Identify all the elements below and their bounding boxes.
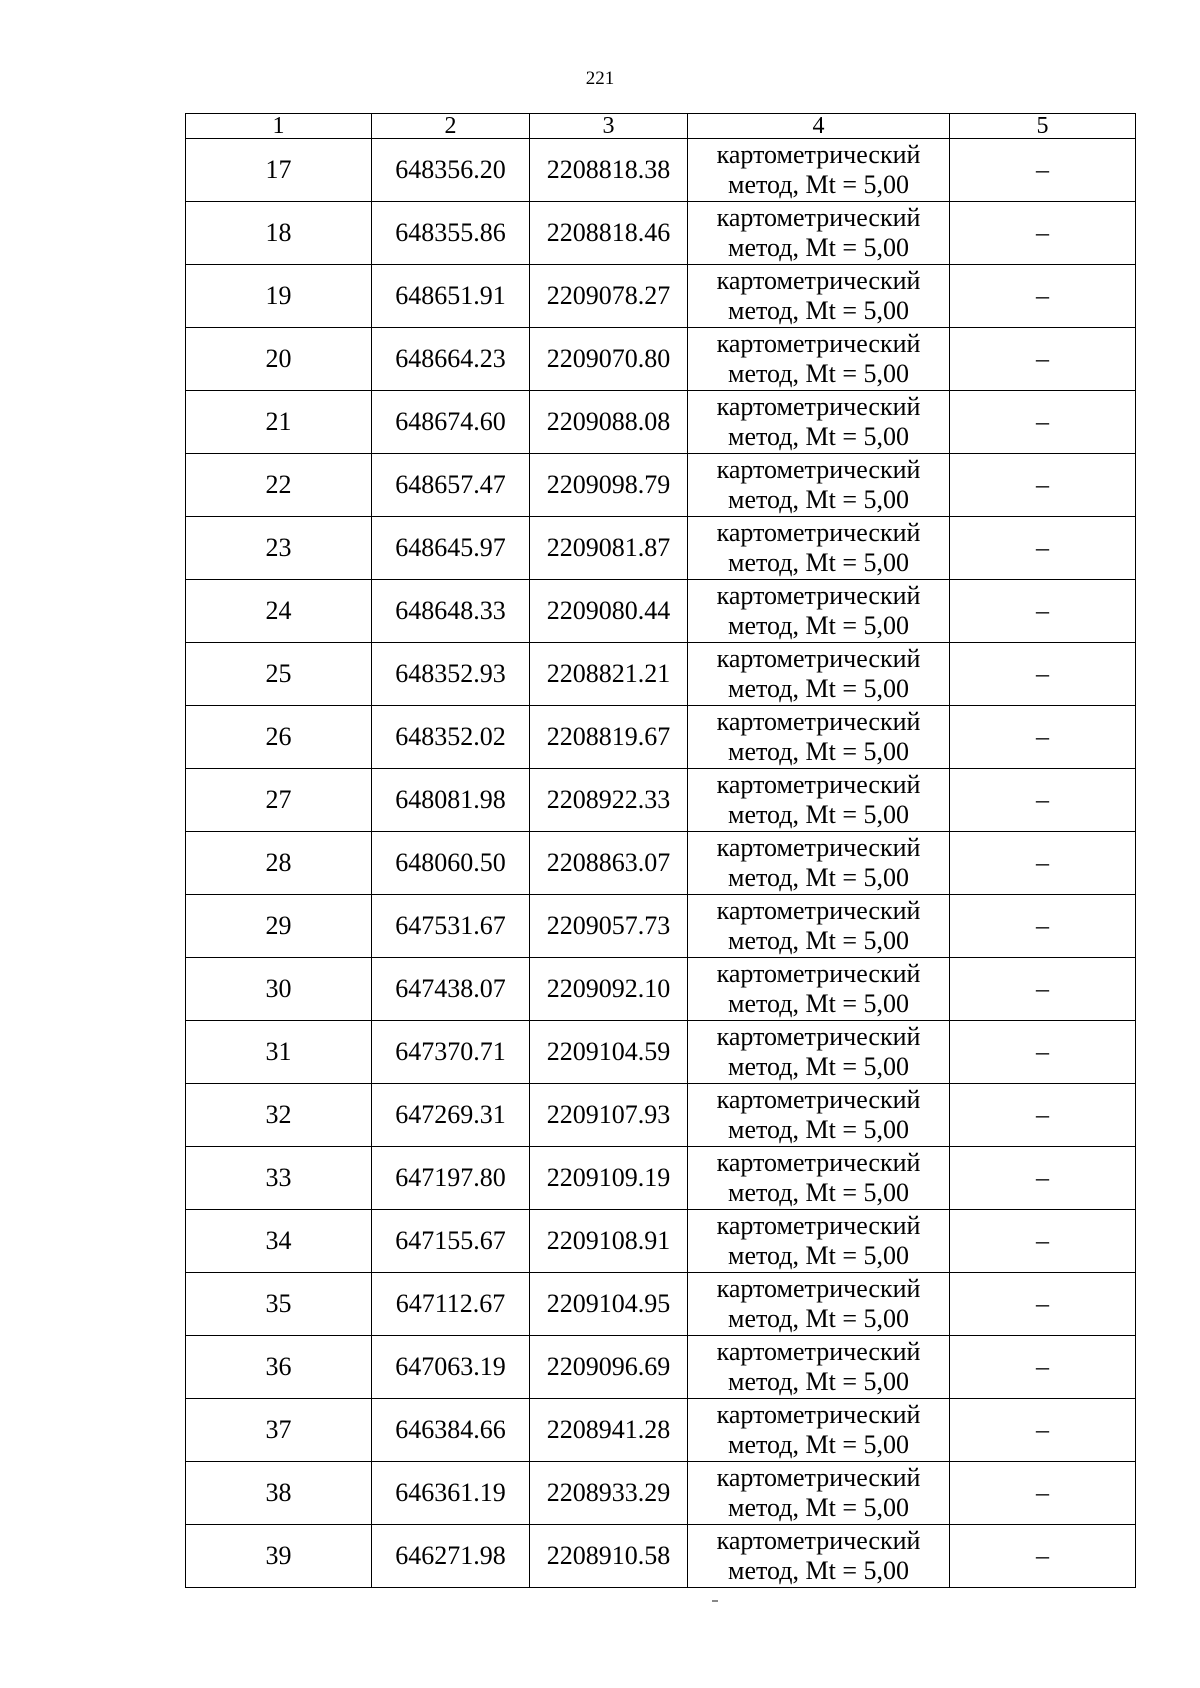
- coordinates-table: [185, 113, 1136, 1588]
- method-line-2: метод, Mt = 5,00: [728, 1241, 909, 1270]
- y-coordinate-cell: 2208922.33: [530, 769, 688, 832]
- point-number-cell: 20: [186, 328, 372, 391]
- method-line-2: метод, Mt = 5,00: [728, 800, 909, 829]
- method-line-1: картометрический: [716, 1022, 921, 1051]
- table-body: [186, 139, 1136, 1588]
- method-cell: [688, 1147, 950, 1210]
- x-coordinate-cell: 648648.33: [372, 580, 530, 643]
- x-coordinate-cell: 647155.67: [372, 1210, 530, 1273]
- y-coordinate-cell: 2209081.87: [530, 517, 688, 580]
- point-number-cell: 39: [186, 1525, 372, 1588]
- method-line-1: картометрический: [716, 644, 921, 673]
- method-cell: [688, 832, 950, 895]
- note-cell: –: [950, 958, 1136, 1021]
- method-line-1: картометрический: [716, 1148, 921, 1177]
- method-line-1: картометрический: [716, 518, 921, 547]
- note-cell: –: [950, 1462, 1136, 1525]
- y-coordinate-cell: 2208821.21: [530, 643, 688, 706]
- method-line-1: картометрический: [716, 266, 921, 295]
- note-cell: –: [950, 1210, 1136, 1273]
- x-coordinate-cell: 646271.98: [372, 1525, 530, 1588]
- method-cell: [688, 391, 950, 454]
- method-line-1: картометрический: [716, 1274, 921, 1303]
- method-line-1: картометрический: [716, 392, 921, 421]
- method-line-2: метод, Mt = 5,00: [728, 359, 909, 388]
- point-number-cell: 17: [186, 139, 372, 202]
- point-number-cell: 26: [186, 706, 372, 769]
- note-cell: –: [950, 1084, 1136, 1147]
- x-coordinate-cell: 648355.86: [372, 202, 530, 265]
- method-line-1: картометрический: [716, 959, 921, 988]
- note-cell: –: [950, 1273, 1136, 1336]
- y-coordinate-cell: 2208818.38: [530, 139, 688, 202]
- method-line-2: метод, Mt = 5,00: [728, 989, 909, 1018]
- method-line-2: метод, Mt = 5,00: [728, 485, 909, 514]
- method-line-1: картометрический: [716, 833, 921, 862]
- method-line-2: метод, Mt = 5,00: [728, 422, 909, 451]
- y-coordinate-cell: 2209088.08: [530, 391, 688, 454]
- method-line-2: метод, Mt = 5,00: [728, 548, 909, 577]
- table-row: [186, 706, 1136, 769]
- header-col-5: 5: [950, 114, 1136, 139]
- method-line-1: картометрический: [716, 203, 921, 232]
- method-line-1: картометрический: [716, 1400, 921, 1429]
- point-number-cell: 30: [186, 958, 372, 1021]
- method-line-1: картометрический: [716, 140, 921, 169]
- table-row: [186, 832, 1136, 895]
- scan-artifact-mark: [712, 1600, 718, 1602]
- method-line-1: картометрический: [716, 329, 921, 358]
- note-cell: –: [950, 391, 1136, 454]
- note-cell: –: [950, 265, 1136, 328]
- method-line-2: метод, Mt = 5,00: [728, 611, 909, 640]
- method-line-1: картометрический: [716, 1463, 921, 1492]
- method-line-1: картометрический: [716, 1526, 921, 1555]
- table-row: [186, 1084, 1136, 1147]
- table-row: [186, 1462, 1136, 1525]
- method-cell: [688, 958, 950, 1021]
- point-number-cell: 27: [186, 769, 372, 832]
- method-cell: [688, 580, 950, 643]
- note-cell: –: [950, 517, 1136, 580]
- table-row: [186, 1525, 1136, 1588]
- x-coordinate-cell: 647112.67: [372, 1273, 530, 1336]
- table-row: [186, 1273, 1136, 1336]
- method-line-1: картометрический: [716, 707, 921, 736]
- note-cell: –: [950, 202, 1136, 265]
- method-cell: [688, 1462, 950, 1525]
- note-cell: –: [950, 1147, 1136, 1210]
- y-coordinate-cell: 2209098.79: [530, 454, 688, 517]
- note-cell: –: [950, 832, 1136, 895]
- method-cell: [688, 517, 950, 580]
- table-row: [186, 643, 1136, 706]
- note-cell: –: [950, 1021, 1136, 1084]
- y-coordinate-cell: 2209104.59: [530, 1021, 688, 1084]
- note-cell: –: [950, 328, 1136, 391]
- method-cell: [688, 1210, 950, 1273]
- method-line-2: метод, Mt = 5,00: [728, 1052, 909, 1081]
- y-coordinate-cell: 2209107.93: [530, 1084, 688, 1147]
- x-coordinate-cell: 648081.98: [372, 769, 530, 832]
- header-col-1: 1: [186, 114, 372, 139]
- method-line-1: картометрический: [716, 455, 921, 484]
- y-coordinate-cell: 2209104.95: [530, 1273, 688, 1336]
- method-line-1: картометрический: [716, 581, 921, 610]
- point-number-cell: 38: [186, 1462, 372, 1525]
- point-number-cell: 28: [186, 832, 372, 895]
- x-coordinate-cell: 648674.60: [372, 391, 530, 454]
- table-row: [186, 328, 1136, 391]
- x-coordinate-cell: 647531.67: [372, 895, 530, 958]
- method-line-2: метод, Mt = 5,00: [728, 1556, 909, 1585]
- header-col-4: 4: [688, 114, 950, 139]
- note-cell: –: [950, 643, 1136, 706]
- note-cell: –: [950, 769, 1136, 832]
- x-coordinate-cell: 648356.20: [372, 139, 530, 202]
- table-row: [186, 202, 1136, 265]
- method-cell: [688, 1399, 950, 1462]
- x-coordinate-cell: 646384.66: [372, 1399, 530, 1462]
- method-line-2: метод, Mt = 5,00: [728, 1367, 909, 1396]
- method-line-1: картометрический: [716, 896, 921, 925]
- x-coordinate-cell: 647370.71: [372, 1021, 530, 1084]
- table-header: [186, 114, 1136, 139]
- table-row: [186, 1021, 1136, 1084]
- header-col-3: 3: [530, 114, 688, 139]
- method-line-2: метод, Mt = 5,00: [728, 737, 909, 766]
- method-line-1: картометрический: [716, 770, 921, 799]
- method-line-2: метод, Mt = 5,00: [728, 1304, 909, 1333]
- method-cell: [688, 1273, 950, 1336]
- method-cell: [688, 706, 950, 769]
- x-coordinate-cell: 646361.19: [372, 1462, 530, 1525]
- point-number-cell: 19: [186, 265, 372, 328]
- coordinates-table-container: [185, 113, 1135, 1588]
- method-cell: [688, 769, 950, 832]
- method-cell: [688, 1084, 950, 1147]
- table-row: [186, 895, 1136, 958]
- table-row: [186, 391, 1136, 454]
- method-line-2: метод, Mt = 5,00: [728, 1178, 909, 1207]
- method-line-2: метод, Mt = 5,00: [728, 1115, 909, 1144]
- point-number-cell: 22: [186, 454, 372, 517]
- page-number: 221: [585, 68, 615, 89]
- note-cell: –: [950, 1336, 1136, 1399]
- note-cell: –: [950, 454, 1136, 517]
- table-row: [186, 1336, 1136, 1399]
- y-coordinate-cell: 2208933.29: [530, 1462, 688, 1525]
- method-cell: [688, 139, 950, 202]
- x-coordinate-cell: 648645.97: [372, 517, 530, 580]
- method-line-1: картометрический: [716, 1337, 921, 1366]
- note-cell: –: [950, 895, 1136, 958]
- x-coordinate-cell: 648651.91: [372, 265, 530, 328]
- method-cell: [688, 643, 950, 706]
- table-row: [186, 769, 1136, 832]
- method-cell: [688, 895, 950, 958]
- y-coordinate-cell: 2208818.46: [530, 202, 688, 265]
- method-line-2: метод, Mt = 5,00: [728, 674, 909, 703]
- method-cell: [688, 1336, 950, 1399]
- table-row: [186, 580, 1136, 643]
- point-number-cell: 25: [186, 643, 372, 706]
- point-number-cell: 35: [186, 1273, 372, 1336]
- y-coordinate-cell: 2209078.27: [530, 265, 688, 328]
- x-coordinate-cell: 647197.80: [372, 1147, 530, 1210]
- method-line-2: метод, Mt = 5,00: [728, 926, 909, 955]
- point-number-cell: 34: [186, 1210, 372, 1273]
- point-number-cell: 32: [186, 1084, 372, 1147]
- y-coordinate-cell: 2209070.80: [530, 328, 688, 391]
- point-number-cell: 36: [186, 1336, 372, 1399]
- y-coordinate-cell: 2209092.10: [530, 958, 688, 1021]
- x-coordinate-cell: 648352.02: [372, 706, 530, 769]
- table-row: [186, 1147, 1136, 1210]
- point-number-cell: 18: [186, 202, 372, 265]
- y-coordinate-cell: 2208819.67: [530, 706, 688, 769]
- x-coordinate-cell: 647269.31: [372, 1084, 530, 1147]
- method-cell: [688, 1021, 950, 1084]
- y-coordinate-cell: 2208941.28: [530, 1399, 688, 1462]
- point-number-cell: 29: [186, 895, 372, 958]
- note-cell: –: [950, 706, 1136, 769]
- point-number-cell: 24: [186, 580, 372, 643]
- method-line-2: метод, Mt = 5,00: [728, 170, 909, 199]
- method-line-2: метод, Mt = 5,00: [728, 1430, 909, 1459]
- x-coordinate-cell: 648664.23: [372, 328, 530, 391]
- point-number-cell: 33: [186, 1147, 372, 1210]
- table-row: [186, 958, 1136, 1021]
- x-coordinate-cell: 648060.50: [372, 832, 530, 895]
- method-line-2: метод, Mt = 5,00: [728, 233, 909, 262]
- method-line-2: метод, Mt = 5,00: [728, 1493, 909, 1522]
- method-line-1: картометрический: [716, 1085, 921, 1114]
- y-coordinate-cell: 2209080.44: [530, 580, 688, 643]
- table-row: [186, 454, 1136, 517]
- method-line-2: метод, Mt = 5,00: [728, 863, 909, 892]
- method-cell: [688, 328, 950, 391]
- header-col-2: 2: [372, 114, 530, 139]
- method-line-2: метод, Mt = 5,00: [728, 296, 909, 325]
- table-row: [186, 1399, 1136, 1462]
- y-coordinate-cell: 2209108.91: [530, 1210, 688, 1273]
- table-row: [186, 1210, 1136, 1273]
- note-cell: –: [950, 580, 1136, 643]
- header-row: [186, 114, 1136, 139]
- method-cell: [688, 1525, 950, 1588]
- table-row: [186, 517, 1136, 580]
- x-coordinate-cell: 648352.93: [372, 643, 530, 706]
- point-number-cell: 31: [186, 1021, 372, 1084]
- table-row: [186, 265, 1136, 328]
- method-cell: [688, 202, 950, 265]
- y-coordinate-cell: 2209109.19: [530, 1147, 688, 1210]
- note-cell: –: [950, 1399, 1136, 1462]
- y-coordinate-cell: 2209096.69: [530, 1336, 688, 1399]
- x-coordinate-cell: 648657.47: [372, 454, 530, 517]
- point-number-cell: 21: [186, 391, 372, 454]
- method-cell: [688, 265, 950, 328]
- method-cell: [688, 454, 950, 517]
- y-coordinate-cell: 2208910.58: [530, 1525, 688, 1588]
- method-line-1: картометрический: [716, 1211, 921, 1240]
- note-cell: –: [950, 1525, 1136, 1588]
- y-coordinate-cell: 2209057.73: [530, 895, 688, 958]
- note-cell: –: [950, 139, 1136, 202]
- point-number-cell: 23: [186, 517, 372, 580]
- table-row: [186, 139, 1136, 202]
- y-coordinate-cell: 2208863.07: [530, 832, 688, 895]
- x-coordinate-cell: 647438.07: [372, 958, 530, 1021]
- x-coordinate-cell: 647063.19: [372, 1336, 530, 1399]
- point-number-cell: 37: [186, 1399, 372, 1462]
